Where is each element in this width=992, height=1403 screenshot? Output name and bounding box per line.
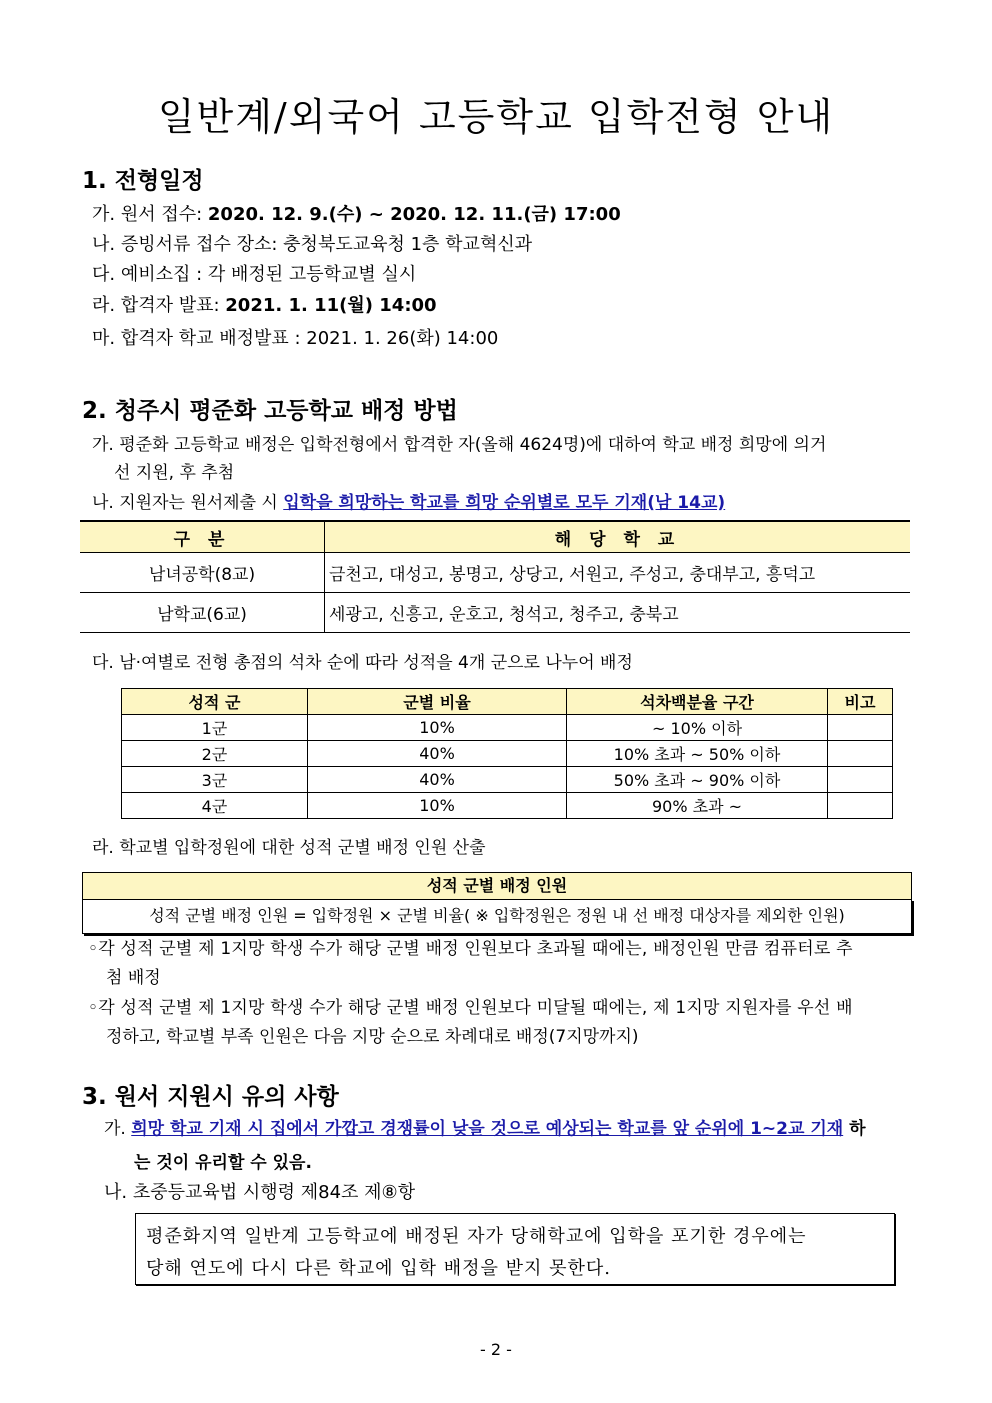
table-row [122,741,893,767]
table-row [122,715,893,741]
table-cell: 40% [308,741,567,767]
school-table [80,520,910,633]
table-cell: 1군 [122,715,308,741]
table-cell: ~ 10% 이하 [567,715,828,741]
section-2-heading: 2. 청주시 평준화 고등학교 배정 방법 [82,398,458,424]
schedule-documents: 나. 증빙서류 접수 장소: 충청북도교육청 1층 학교혁신과 [92,234,533,255]
table-row [122,793,893,819]
bullet-2-line2: 정하고, 학교별 부족 인원은 다음 지망 순으로 차례대로 배정(7지망까지) [106,1027,639,1047]
table-cell: 90% 초과 ~ [567,793,828,819]
bullet-2-line1: ◦각 성적 군별 제 1지망 학생 수가 해당 군별 배정 인원보다 미달될 때에는, 제 1지망 지원자를 우선 배 [88,998,853,1018]
law-quote-box [135,1213,895,1285]
section-1-heading: 1. 전형일정 [82,168,204,194]
page-number: - 2 - [480,1340,512,1359]
method-a-line2: 선 지원, 후 추첨 [114,463,235,483]
grade-group-table-header [122,689,893,715]
table-cell: 남녀공학(8교) [80,553,325,593]
table-cell: 10% [308,715,567,741]
table-cell: 50% 초과 ~ 90% 이하 [567,767,828,793]
school-table-header [80,521,910,553]
caution-a-line2: 는 것이 유리할 수 있음. [134,1153,312,1173]
caution-a-highlight: 희망 학교 기재 시 집에서 가깝고 경쟁률이 낮을 것으로 예상되는 학교를 앞 순위에 1~2교 기재 [131,1119,844,1139]
schedule-announcement-value: 2021. 1. 11(월) 14:00 [225,295,437,316]
school-table-header-schools: 해 당 학 교 [325,521,911,553]
table-header-cell: 비고 [828,689,893,715]
school-table-header-category: 구 분 [80,521,325,553]
caution-a [104,1114,866,1139]
table-cell: 2군 [122,741,308,767]
bullet-1-line1: ◦각 성적 군별 제 1지망 학생 수가 해당 군별 배정 인원보다 초과될 때에는, 배정인원 만큼 컴퓨터로 추 [88,939,853,959]
method-d: 라. 학교별 입학정원에 대한 성적 군별 배정 인원 산출 [92,838,486,858]
caution-a-suffix: 하 [843,1119,866,1139]
table-row [80,553,910,593]
table-cell [828,767,893,793]
table-row [80,593,910,633]
caution-b: 나. 초중등교육법 시행령 제84조 제⑧항 [104,1182,416,1203]
allocation-box-body: 성적 군별 배정 인원 = 입학정원 × 군별 비율( ※ 입학정원은 정원 내 선 배정 대상자를 제외한 인원) [82,899,912,934]
law-quote-line1: 평준화지역 일반계 고등학교에 배정된 자가 당해학교에 입학을 포기한 경우에는 [146,1226,807,1247]
table-cell: 금천고, 대성고, 봉명고, 상당고, 서원고, 주성고, 충대부고, 흥덕고 [325,553,911,593]
table-cell: 세광고, 신흥고, 운호고, 청석고, 청주고, 충북고 [325,593,911,633]
allocation-box-title: 성적 군별 배정 인원 [82,872,912,900]
table-header-cell: 성적 군 [122,689,308,715]
schedule-orientation: 다. 예비소집 : 각 배정된 고등학교별 실시 [92,264,417,285]
schedule-application-label: 가. 원서 접수: [92,204,208,225]
table-cell: 10% [308,793,567,819]
schedule-assignment: 마. 합격자 학교 배정발표 : 2021. 1. 26(화) 14:00 [92,328,499,349]
method-b [92,488,725,513]
method-c: 다. 남·여별로 전형 총점의 석차 순에 따라 성적을 4개 군으로 나누어 배정 [92,653,633,673]
schedule-announcement-label: 라. 합격자 발표: [92,295,226,316]
law-quote-line2: 당해 연도에 다시 다른 학교에 입학 배정을 받지 못한다. [146,1258,612,1279]
table-cell [828,715,893,741]
method-a-line1: 가. 평준화 고등학교 배정은 입학전형에서 합격한 자(올해 4624명)에 대하여 학교 배정 희망에 의거 [92,435,827,455]
section-3-heading: 3. 원서 지원시 유의 사항 [82,1084,339,1110]
table-cell: 남학교(6교) [80,593,325,633]
grade-group-table [121,688,893,819]
method-b-prefix: 나. 지원자는 원서제출 시 [92,493,284,513]
table-cell: 4군 [122,793,308,819]
schedule-announcement [92,291,437,317]
caution-a-prefix: 가. [104,1119,132,1139]
page-title: 일반계/외국어 고등학교 입학전형 안내 [157,95,835,139]
table-row [122,767,893,793]
table-cell: 10% 초과 ~ 50% 이하 [567,741,828,767]
table-header-cell: 석차백분율 구간 [567,689,828,715]
table-cell [828,741,893,767]
table-cell [828,793,893,819]
table-cell: 3군 [122,767,308,793]
table-header-cell: 군별 비율 [308,689,567,715]
schedule-application-value: 2020. 12. 9.(수) ~ 2020. 12. 11.(금) 17:00 [207,204,621,225]
bullet-1-line2: 첨 배정 [106,968,161,988]
schedule-application [92,200,621,226]
table-cell: 40% [308,767,567,793]
method-b-highlight: 입학을 희망하는 학교를 희망 순위별로 모두 기재(남 14교) [283,493,726,513]
